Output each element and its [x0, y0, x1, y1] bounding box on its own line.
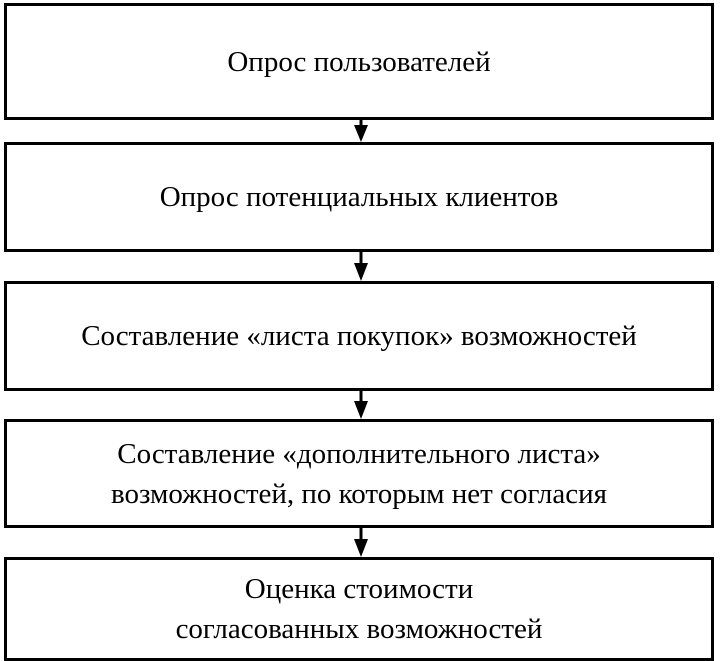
step-box-2: [4, 142, 714, 252]
step-label-line-2: согласованных возможностей: [175, 613, 543, 645]
step-label: Составление «листа покупок» возможностей: [81, 320, 637, 352]
step-label-line-1: Оценка стоимости: [244, 573, 474, 605]
step-label-line-2: возможностей, по которым нет согласия: [111, 477, 607, 510]
arrow-down-icon: [349, 117, 373, 142]
step-label: Опрос потенциальных клиентов: [159, 181, 559, 213]
step-label-line-1: Составление «дополнительного листа»: [117, 437, 601, 470]
arrow-down-icon: [349, 388, 373, 419]
step-box-3: [4, 281, 714, 391]
step-label: Опрос пользователей: [227, 45, 491, 78]
arrow-down-icon: [349, 249, 373, 281]
arrow-down-icon: [349, 525, 373, 557]
step-box-1: [4, 3, 714, 120]
step-box-5: [4, 557, 714, 661]
step-box-4: [4, 419, 714, 528]
